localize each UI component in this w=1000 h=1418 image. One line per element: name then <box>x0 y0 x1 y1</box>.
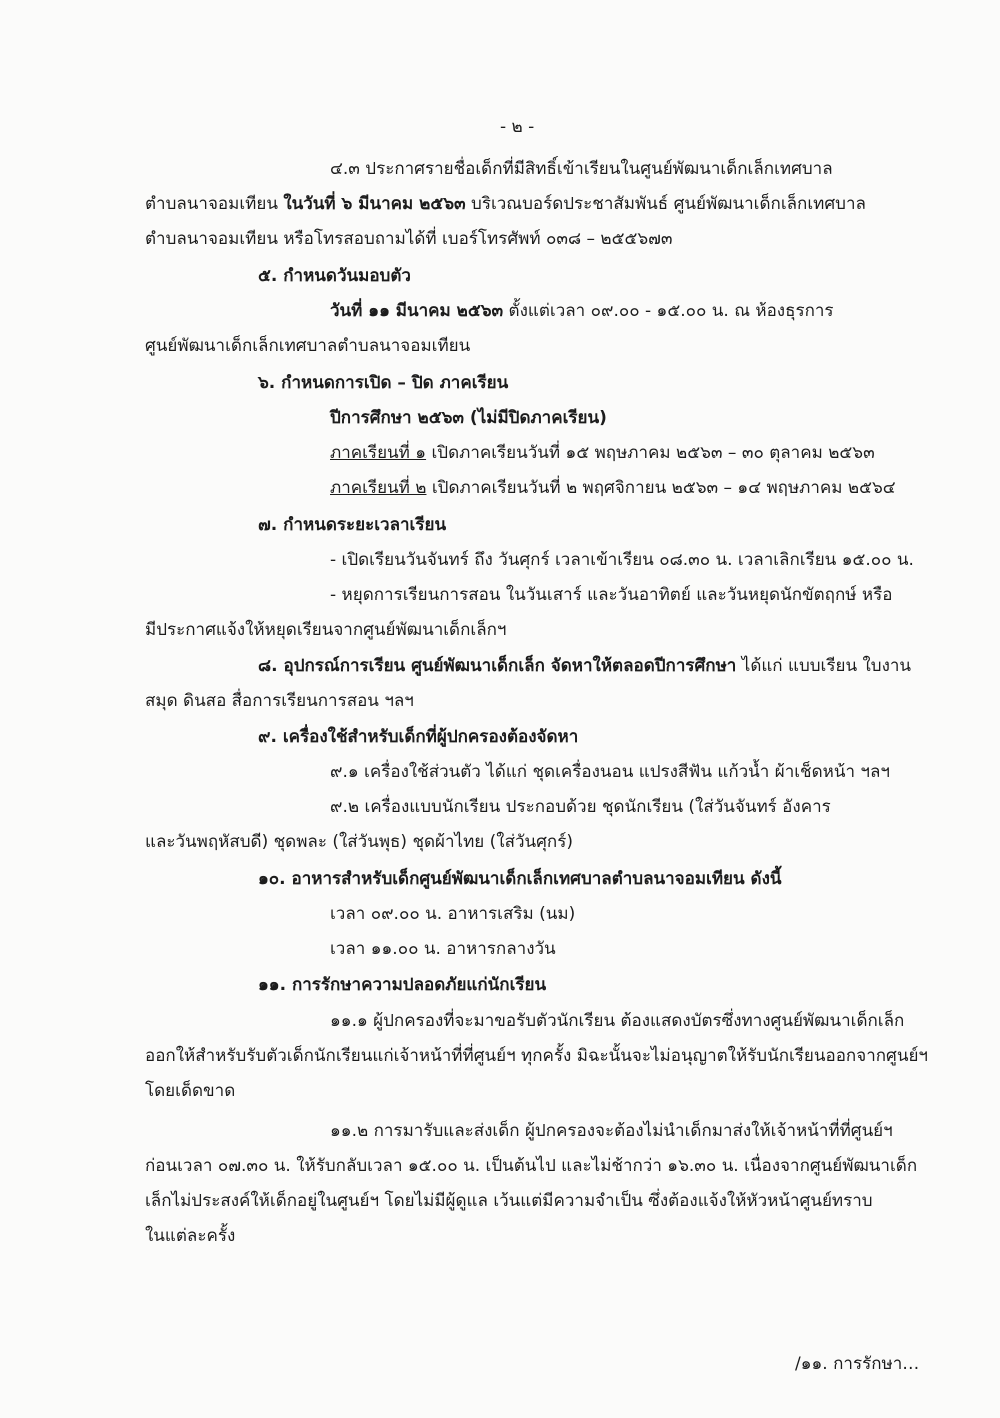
s5-date: วันที่ ๑๑ มีนาคม ๒๕๖๓ <box>330 301 504 321</box>
s43-line1: ๔.๓ ประกาศรายชื่อเด็กที่มีสิทธิ์เข้าเรียนในศูนย์พัฒนาเด็กเล็กเทศบาล <box>330 159 833 179</box>
s9-heading: ๙. เครื่องใช้สำหรับเด็กที่ผู้ปกครองต้องจัดหา <box>258 727 579 747</box>
s11-p1-line2: ออกให้สำหรับรับตัวเด็กนักเรียนแก่เจ้าหน้าที่ที่ศูนย์ฯ ทุกครั้ง มิฉะนั้นจะไม่อนุญาตให้รับนักเรียนออกจากศูนย์ฯ <box>145 1046 928 1066</box>
s6-term1-label: ภาคเรียนที่ ๑ <box>330 443 427 463</box>
s7-line1: - เปิดเรียนวันจันทร์ ถึง วันศุกร์ เวลาเข้าเรียน ๐๘.๓๐ น. เวลาเลิกเรียน ๑๕.๐๐ น. <box>330 550 914 570</box>
s10-line1: เวลา ๐๙.๐๐ น. อาหารเสริม (นม) <box>330 904 576 924</box>
s11-p2-line2: ก่อนเวลา ๐๗.๓๐ น. ให้รับกลับเวลา ๑๕.๐๐ น. เป็นต้นไป และไม่ช้ากว่า ๑๖.๓๐ น. เนื่องจากศูนย์พัฒนาเด็ก <box>145 1156 918 1176</box>
s6-term1 <box>330 439 875 467</box>
s11-p1-line3: โดยเด็ดขาด <box>145 1081 236 1101</box>
s9-line2: ๙.๒ เครื่องแบบนักเรียน ประกอบด้วย ชุดนักเรียน (ใส่วันจันทร์ อังคาร <box>330 797 831 817</box>
s10-line2: เวลา ๑๑.๐๐ น. อาหารกลางวัน <box>330 939 556 959</box>
s43-date: ในวันที่ ๖ มีนาคม ๒๕๖๓ <box>283 194 466 214</box>
s8-line2: สมุด ดินสอ สื่อการเรียนการสอน ฯลฯ <box>145 691 414 711</box>
page-number: - ๒ - <box>500 117 535 137</box>
s6-term2-text: เปิดภาคเรียนวันที่ ๒ พฤศจิกายน ๒๕๖๓ – ๑๔ พฤษภาคม ๒๕๖๔ <box>426 478 896 498</box>
s8-line1 <box>258 652 911 680</box>
s43-line2-c: บริเวณบอร์ดประชาสัมพันธ์ ศูนย์พัฒนาเด็กเล็กเทศบาล <box>465 194 866 214</box>
s9-line3: และวันพฤหัสบดี) ชุดพละ (ใส่วันพุธ) ชุดผ้าไทย (ใส่วันศุกร์) <box>145 832 573 852</box>
s7-heading: ๗. กำหนดระยะเวลาเรียน <box>258 515 447 535</box>
s10-heading: ๑๐. อาหารสำหรับเด็กศูนย์พัฒนาเด็กเล็กเทศบาลตำบลนาจอมเทียน ดังนี้ <box>258 869 782 889</box>
s5-line2: ศูนย์พัฒนาเด็กเล็กเทศบาลตำบลนาจอมเทียน <box>145 336 471 356</box>
s6-term2-label: ภาคเรียนที่ ๒ <box>330 478 427 498</box>
s11-heading: ๑๑. การรักษาความปลอดภัยแก่นักเรียน <box>258 975 547 995</box>
s11-p1-line1: ๑๑.๑ ผู้ปกครองที่จะมาขอรับตัวนักเรียน ต้องแสดงบัตรซึ่งทางศูนย์พัฒนาเด็กเล็ก <box>330 1011 905 1031</box>
s43-line2-a: ตำบลนาจอมเทียน <box>145 194 284 214</box>
s6-heading: ๖. กำหนดการเปิด – ปิด ภาคเรียน <box>258 373 509 393</box>
s11-p2-line3: เล็กไม่ประสงค์ให้เด็กอยู่ในศูนย์ฯ โดยไม่มีผู้ดูแล เว้นแต่มีความจำเป็น ซึ่งต้องแจ้งให้หัวหน้าศูนย์ทราบ <box>145 1191 873 1211</box>
s11-p2-line1: ๑๑.๒ การมารับและส่งเด็ก ผู้ปกครองจะต้องไม่นำเด็กมาส่งให้เจ้าหน้าที่ที่ศูนย์ฯ <box>330 1121 893 1141</box>
s8-bold: ๘. อุปกรณ์การเรียน ศูนย์พัฒนาเด็กเล็ก จัดหาให้ตลอดปีการศึกษา <box>258 656 737 676</box>
s8-rest: ได้แก่ แบบเรียน ใบงาน <box>736 656 912 676</box>
s43-line3: ตำบลนาจอมเทียน หรือโทรสอบถามได้ที่ เบอร์โทรศัพท์ ๐๓๘ – ๒๕๕๖๗๓ <box>145 229 673 249</box>
s11-p2-line4: ในแต่ละครั้ง <box>145 1226 236 1246</box>
s5-heading: ๕. กำหนดวันมอบตัว <box>258 266 411 286</box>
s43-line2 <box>145 190 866 218</box>
s5-line1 <box>330 297 834 325</box>
s6-term1-text: เปิดภาคเรียนวันที่ ๑๕ พฤษภาคม ๒๕๖๓ – ๓๐ ตุลาคม ๒๕๖๓ <box>426 443 875 463</box>
s5-time: ตั้งแต่เวลา ๐๙.๐๐ - ๑๕.๐๐ น. ณ ห้องธุรการ <box>503 301 834 321</box>
s6-academic-year: ปีการศึกษา ๒๕๖๓ (ไม่มีปิดภาคเรียน) <box>330 408 607 428</box>
continuation-note: /๑๑. การรักษา… <box>795 1354 920 1374</box>
s7-line2: - หยุดการเรียนการสอน ในวันเสาร์ และวันอาทิตย์ และวันหยุดนักขัตฤกษ์ หรือ <box>330 585 893 605</box>
s7-line3: มีประกาศแจ้งให้หยุดเรียนจากศูนย์พัฒนาเด็กเล็กฯ <box>145 620 507 640</box>
s6-term2 <box>330 474 896 502</box>
s9-line1: ๙.๑ เครื่องใช้ส่วนตัว ได้แก่ ชุดเครื่องนอน แปรงสีฟัน แก้วน้ำ ผ้าเช็ดหน้า ฯลฯ <box>330 762 890 782</box>
